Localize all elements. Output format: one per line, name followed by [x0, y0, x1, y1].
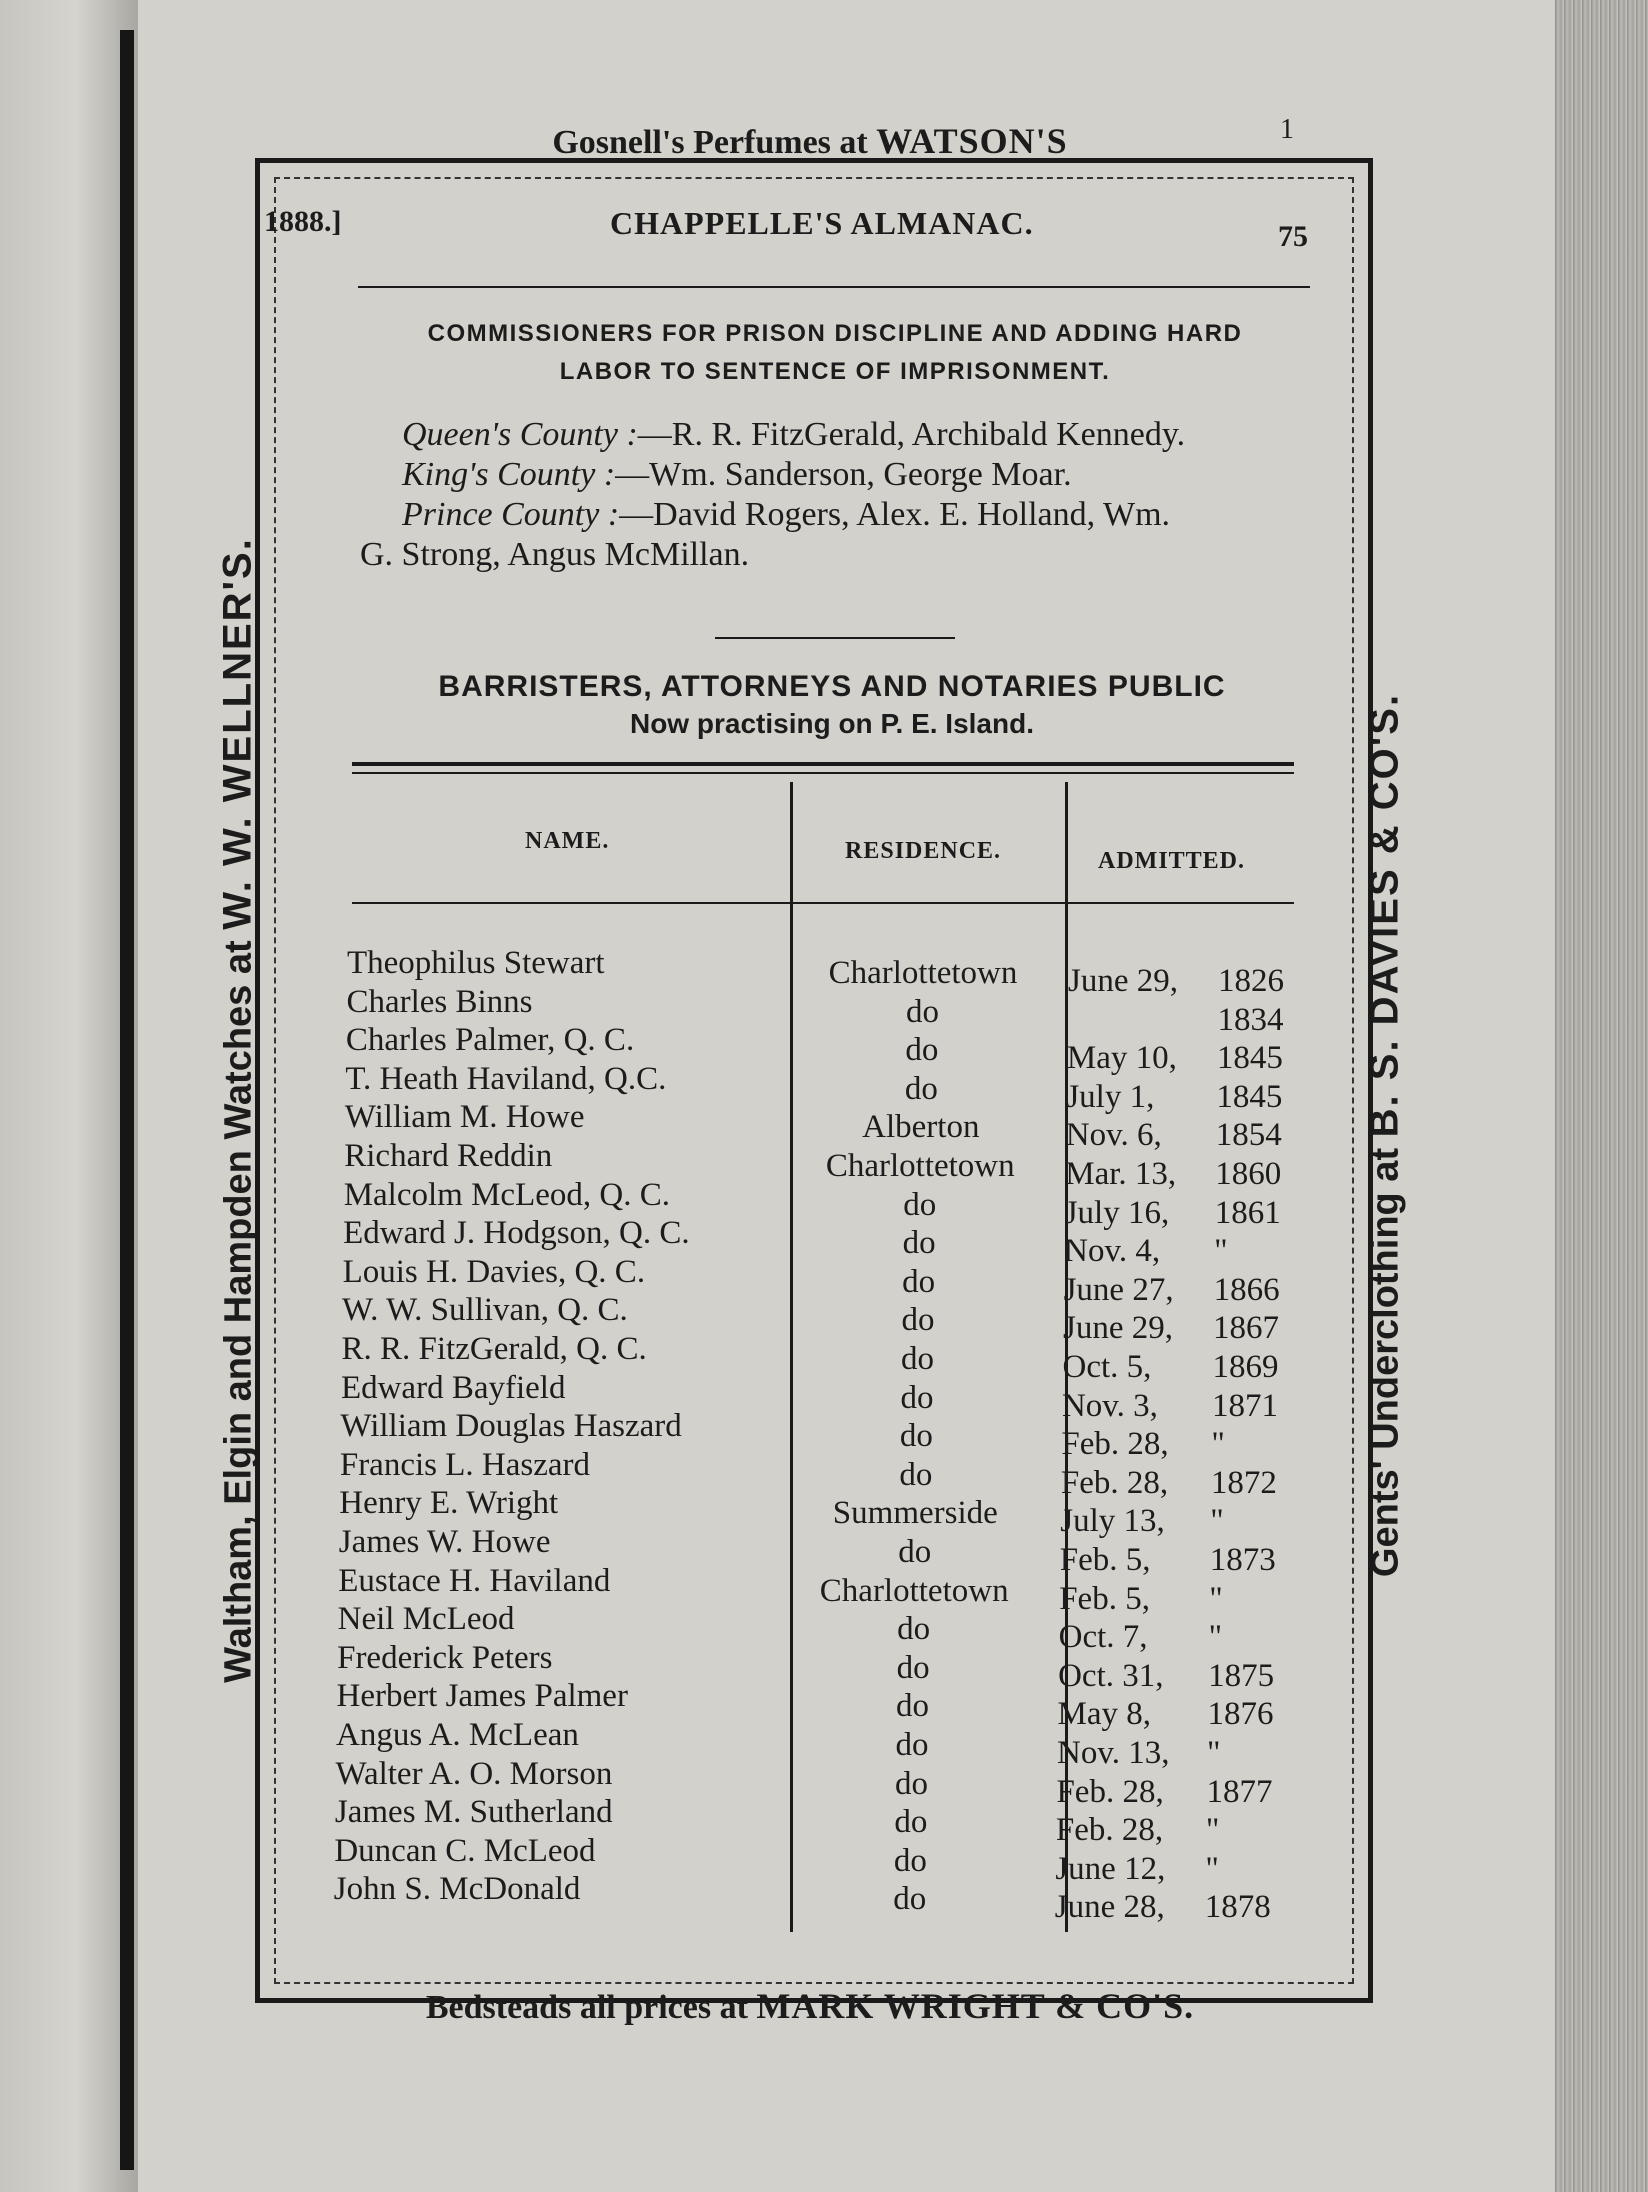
admitted-year: 1873 — [1209, 1542, 1276, 1578]
barrister-residence: do — [894, 1804, 928, 1841]
bottom-advertisement — [300, 1985, 1320, 2027]
barrister-admitted — [1065, 1195, 1281, 1232]
barrister-residence: do — [899, 1456, 933, 1493]
left-ad-store: W. W. WELLNER'S. — [215, 537, 260, 930]
barrister-residence: do — [899, 1418, 933, 1455]
admitted-year: 1845 — [1216, 1078, 1283, 1115]
barrister-name: Walter A. O. Morson — [335, 1755, 613, 1792]
admitted-date: Feb. 28, — [1061, 1426, 1169, 1463]
barrister-name: William M. Howe — [344, 1099, 585, 1136]
page-number: 75 — [1278, 220, 1308, 253]
header-rule — [358, 286, 1310, 288]
barrister-name: Francis L. Haszard — [339, 1446, 591, 1483]
prince-county-label: Prince County : — [402, 496, 620, 533]
right-ad-prefix: Gents' Underclothing at — [1364, 1147, 1407, 1578]
barrister-residence: Charlottetown — [825, 1148, 1015, 1184]
barrister-residence: do — [903, 1186, 937, 1223]
barrister-residence: do — [905, 993, 939, 1030]
admitted-year: 1869 — [1212, 1349, 1279, 1385]
top-ad-prefix: Gosnell's Perfumes at — [552, 124, 868, 161]
barrister-admitted — [1064, 1233, 1227, 1270]
barrister-residence: Alberton — [862, 1109, 980, 1146]
admitted-year: " — [1205, 1812, 1220, 1849]
top-advertisement — [300, 114, 1320, 162]
admitted-date: June 29, — [1068, 963, 1178, 999]
barrister-admitted — [1064, 1272, 1280, 1309]
queens-county-label: Queen's County : — [402, 416, 638, 453]
right-ad-store: B. S. DAVIES & CO'S. — [1362, 692, 1407, 1138]
admitted-year: 1878 — [1204, 1889, 1271, 1926]
barrister-name: James M. Sutherland — [334, 1794, 613, 1831]
admitted-date: Mar. 13, — [1065, 1156, 1177, 1192]
admitted-year: 1876 — [1207, 1696, 1274, 1733]
barrister-admitted — [1065, 1156, 1281, 1193]
barrister-name: T. Heath Haviland, Q.C. — [345, 1060, 667, 1097]
admitted-date: Feb. 5, — [1059, 1580, 1150, 1617]
prince-county-entry — [402, 495, 1170, 535]
barrister-residence: Summerside — [832, 1495, 998, 1532]
admitted-date: Feb. 28, — [1055, 1812, 1164, 1849]
barrister-name: John S. McDonald — [333, 1871, 581, 1908]
barrister-residence: do — [901, 1302, 935, 1339]
barrister-residence: do — [898, 1534, 932, 1570]
admitted-year: 1877 — [1206, 1773, 1273, 1810]
admitted-year: 1860 — [1215, 1156, 1282, 1192]
commissioners-title — [355, 315, 1315, 391]
admitted-date: June 29, — [1063, 1310, 1174, 1347]
left-advertisement — [216, 537, 261, 1683]
barrister-residence: do — [894, 1765, 928, 1802]
kings-county-label: King's County : — [402, 456, 616, 493]
barrister-name: Charles Binns — [346, 983, 533, 1020]
admitted-year: 1872 — [1210, 1464, 1277, 1501]
column-divider-name-residence — [790, 782, 793, 1932]
barrister-admitted — [1059, 1581, 1222, 1618]
barrister-admitted — [1063, 1310, 1279, 1347]
kings-county-entry — [402, 455, 1072, 495]
barrister-name: William Douglas Haszard — [340, 1408, 682, 1445]
admitted-date: Oct. 5, — [1062, 1349, 1152, 1385]
page-stack-edge — [1555, 0, 1648, 2192]
barrister-name: Duncan C. McLeod — [334, 1832, 596, 1869]
admitted-year: " — [1214, 1233, 1228, 1270]
commissioners-title-line1: COMMISSIONERS FOR PRISON DISCIPLINE AND ADDING HARD — [427, 320, 1243, 347]
top-ad-mark: 1 — [1280, 114, 1294, 145]
barrister-name: R. R. FitzGerald, Q. C. — [341, 1331, 647, 1367]
admitted-year: " — [1210, 1503, 1224, 1540]
admitted-year: " — [1208, 1619, 1223, 1656]
barrister-name: Malcolm McLeod, Q. C. — [343, 1176, 670, 1213]
barrister-residence: do — [897, 1611, 931, 1648]
bottom-ad-prefix: Bedsteads all prices at — [425, 1989, 748, 2026]
barrister-name: Richard Reddin — [344, 1138, 553, 1174]
admitted-date: Feb. 28, — [1056, 1773, 1164, 1810]
admitted-date: June 27, — [1063, 1271, 1174, 1308]
barrister-name: Eustace H. Haviland — [338, 1562, 611, 1599]
barrister-admitted — [1066, 1117, 1282, 1154]
barrister-residence: do — [895, 1727, 929, 1763]
barrister-name: Neil McLeod — [337, 1601, 515, 1638]
barrister-admitted — [1067, 1002, 1283, 1039]
book-spine — [120, 30, 134, 2170]
barrister-admitted — [1063, 1349, 1279, 1386]
admitted-year: " — [1207, 1735, 1221, 1771]
barrister-residence: do — [901, 1341, 934, 1377]
barrister-admitted — [1056, 1774, 1272, 1811]
barrister-admitted — [1061, 1465, 1277, 1502]
table-top-rule — [352, 762, 1294, 766]
barrister-residence: Charlottetown — [819, 1572, 1009, 1609]
admitted-year: 1845 — [1216, 1040, 1283, 1077]
page-title: CHAPPELLE'S ALMANAC. — [610, 205, 1034, 241]
prince-county-continuation: G. Strong, Angus McMillan. — [360, 536, 750, 573]
bottom-ad-store: MARK WRIGHT & CO'S. — [756, 1986, 1195, 2026]
table-top-rule-thin — [352, 772, 1294, 774]
barrister-admitted — [1057, 1735, 1220, 1772]
admitted-date: Nov. 13, — [1057, 1735, 1170, 1771]
admitted-year: " — [1211, 1426, 1225, 1463]
barrister-residence: do — [904, 1070, 938, 1107]
queens-county-names: —R. R. FitzGerald, Archibald Kennedy. — [637, 416, 1186, 453]
barrister-residence: do — [900, 1379, 934, 1416]
barrister-residence: do — [905, 1032, 939, 1069]
top-ad-store: WATSON'S — [876, 121, 1068, 161]
left-ad-prefix: Waltham, Elgin and Hampden Watches at — [217, 940, 260, 1683]
facing-page-edge — [0, 0, 138, 2192]
barrister-admitted — [1059, 1619, 1222, 1656]
barrister-admitted — [1060, 1503, 1223, 1540]
queens-county-entry — [402, 415, 1185, 455]
barrister-name: Henry E. Wright — [339, 1485, 559, 1522]
barrister-residence: do — [893, 1881, 927, 1918]
commissioners-title-line2: LABOR TO SENTENCE OF IMPRISONMENT. — [559, 358, 1111, 385]
barrister-name: Edward J. Hodgson, Q. C. — [343, 1215, 690, 1252]
admitted-year: 1867 — [1213, 1310, 1280, 1347]
admitted-date: July 1, — [1066, 1078, 1155, 1115]
admitted-date: Feb. 28, — [1060, 1464, 1169, 1501]
admitted-date: Nov. 3, — [1061, 1387, 1158, 1424]
prince-county-names: —David Rogers, Alex. E. Holland, Wm. — [619, 496, 1171, 533]
barristers-subtitle: Now practising on P. E. Island. — [629, 708, 1034, 739]
barrister-residence: do — [902, 1225, 936, 1262]
section-divider — [715, 637, 955, 639]
barrister-admitted — [1058, 1696, 1274, 1733]
kings-county-names: —Wm. Sanderson, George Moar. — [615, 456, 1072, 493]
barrister-name: Angus A. McLean — [336, 1717, 579, 1753]
admitted-date: July 13, — [1060, 1503, 1165, 1540]
admitted-year: 1871 — [1211, 1387, 1278, 1424]
barrister-name: Herbert James Palmer — [336, 1678, 628, 1715]
admitted-date: Nov. 4, — [1064, 1233, 1161, 1270]
barrister-residence: do — [896, 1688, 930, 1725]
admitted-date: June 28, — [1054, 1889, 1165, 1926]
table-header-rule — [352, 902, 1294, 904]
admitted-year: " — [1205, 1850, 1219, 1887]
barrister-residence: do — [902, 1263, 936, 1300]
admitted-date: Nov. 6, — [1065, 1117, 1162, 1154]
admitted-year: 1826 — [1218, 963, 1284, 999]
header-year: 1888.] — [264, 205, 342, 238]
barrister-admitted — [1067, 1040, 1283, 1077]
barrister-name: Charles Palmer, Q. C. — [345, 1022, 635, 1059]
barrister-admitted — [1068, 963, 1284, 1000]
admitted-date: May 8, — [1057, 1696, 1152, 1733]
admitted-date: Oct. 7, — [1058, 1619, 1148, 1656]
barrister-admitted — [1062, 1388, 1278, 1425]
admitted-year: 1834 — [1217, 1001, 1284, 1038]
admitted-year: " — [1209, 1580, 1223, 1617]
column-header-residence: RESIDENCE. — [845, 838, 1002, 864]
barrister-admitted — [1056, 1812, 1219, 1849]
barrister-admitted — [1066, 1079, 1282, 1116]
admitted-year: 1875 — [1208, 1657, 1275, 1694]
barrister-admitted — [1061, 1426, 1224, 1463]
barrister-name: Edward Bayfield — [340, 1369, 566, 1406]
admitted-date: June 12, — [1055, 1850, 1166, 1887]
barrister-admitted — [1058, 1658, 1274, 1695]
barrister-admitted — [1055, 1851, 1218, 1888]
barristers-title: BARRISTERS, ATTORNEYS AND NOTARIES PUBLIC — [438, 670, 1226, 703]
barrister-residence: do — [893, 1842, 927, 1879]
barrister-name: Louis H. Davies, Q. C. — [342, 1253, 646, 1290]
barrister-name: W. W. Sullivan, Q. C. — [342, 1292, 628, 1329]
barrister-admitted — [1060, 1542, 1276, 1579]
barrister-name: Frederick Peters — [337, 1639, 553, 1676]
admitted-date: July 16, — [1064, 1194, 1170, 1231]
column-header-admitted: ADMITTED. — [1098, 848, 1246, 874]
admitted-date: May 10, — [1066, 1040, 1177, 1077]
barrister-admitted — [1055, 1889, 1271, 1926]
barrister-name: James W. Howe — [338, 1524, 551, 1560]
admitted-date: Feb. 5, — [1059, 1542, 1151, 1578]
admitted-year: 1861 — [1214, 1194, 1281, 1231]
barrister-name: Theophilus Stewart — [347, 945, 605, 981]
admitted-year: 1854 — [1215, 1117, 1282, 1154]
column-header-name: NAME. — [525, 828, 610, 854]
admitted-date: Oct. 31, — [1058, 1657, 1164, 1694]
barrister-residence: do — [896, 1649, 930, 1686]
admitted-year: 1866 — [1213, 1271, 1280, 1308]
barrister-residence: Charlottetown — [828, 955, 1018, 991]
